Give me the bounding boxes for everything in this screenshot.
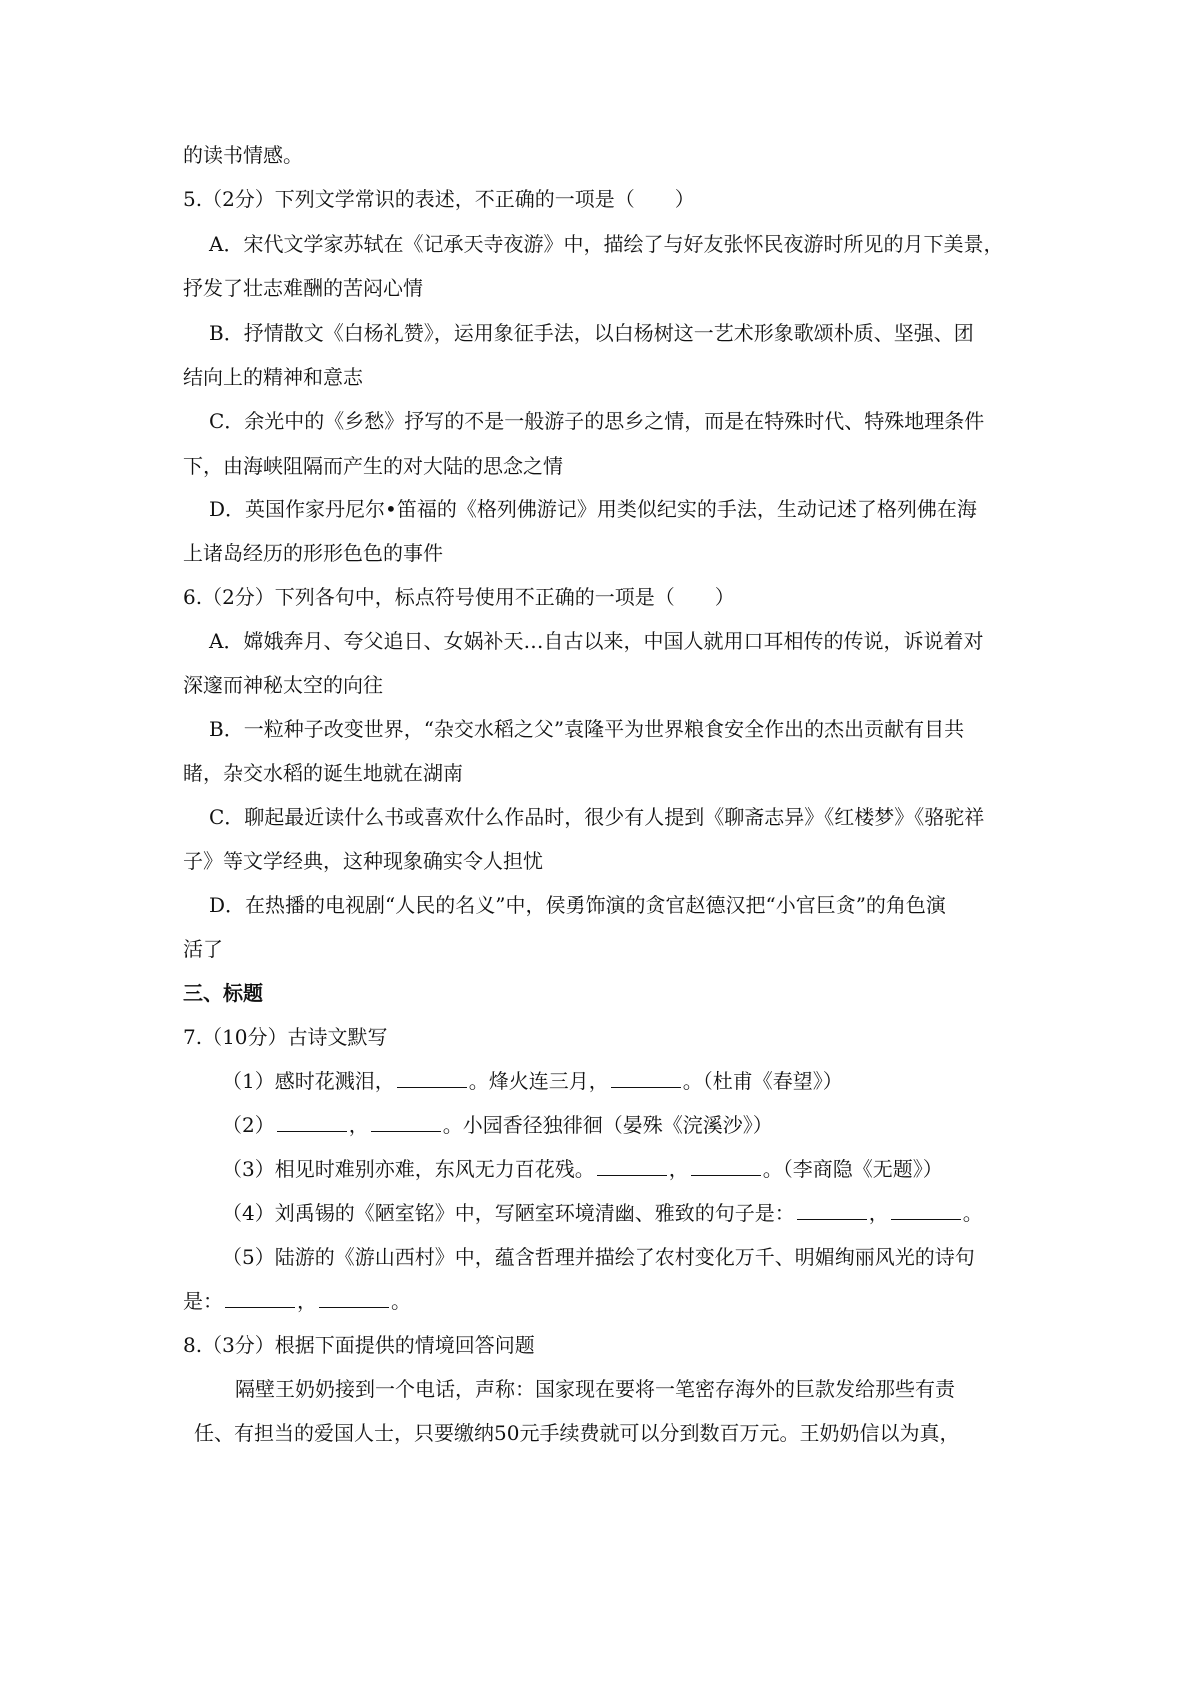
item-text: ， (297, 1289, 317, 1313)
question-5-option-b: B．抒情散文《白杨礼赞》，运用象征手法，以白杨树这一艺术形象歌颂朴质、坚强、团 (209, 321, 974, 345)
text-line: 深邃而神秘太空的向往 (183, 673, 383, 697)
question-5-option-d: D．英国作家丹尼尔•笛福的《格列佛游记》用类似纪实的手法，生动记述了格列佛在海 (209, 497, 977, 521)
item-text: 。烽火连三月， (468, 1069, 609, 1093)
question-8-passage-cont: 任、有担当的爱国人士，只要缴纳50元手续费就可以分到数百万元。王奶奶信以为真， (194, 1421, 960, 1445)
text-line: 的读书情感。 (183, 143, 303, 167)
item-text: ， (348, 1113, 369, 1137)
answer-blank[interactable] (371, 1111, 441, 1132)
item-text: 。 (391, 1289, 411, 1313)
item-text: 。小园香径独徘徊（晏殊《浣溪沙》） (442, 1113, 773, 1137)
text-line: 抒发了壮志难酬的苦闷心情 (183, 276, 423, 300)
answer-blank[interactable] (397, 1067, 467, 1088)
question-7-item-3 (222, 1154, 943, 1184)
item-text: （4）刘禹锡的《陋室铭》中，写陋室环境清幽、雅致的句子是： (222, 1201, 795, 1225)
question-7-stem: 7.（10分）古诗文默写 (183, 1025, 388, 1049)
item-text: 。（杜甫《春望》） (682, 1069, 843, 1093)
text-line: 下，由海峡阻隔而产生的对大陆的思念之情 (183, 454, 563, 478)
item-text: （1）感时花溅泪， (222, 1069, 395, 1093)
answer-blank[interactable] (611, 1067, 681, 1088)
question-7-item-4 (222, 1198, 983, 1228)
item-text: ， (868, 1201, 889, 1225)
answer-blank[interactable] (891, 1199, 961, 1220)
text-line: 活了 (183, 937, 223, 961)
question-7-item-5: （5）陆游的《游山西村》中，蕴含哲理并描绘了农村变化万千、明媚绚丽风光的诗句 (222, 1245, 975, 1269)
answer-blank[interactable] (597, 1155, 667, 1176)
question-5-option-a: A．宋代文学家苏轼在《记承天寺夜游》中，描绘了与好友张怀民夜游时所见的月下美景， (209, 232, 1004, 256)
question-7-item-5-cont (183, 1286, 411, 1316)
question-6-stem: 6.（2分）下列各句中，标点符号使用不正确的一项是（ ） (183, 585, 735, 609)
text-line: 睹，杂交水稻的诞生地就在湖南 (183, 761, 463, 785)
question-8-stem: 8.（3分）根据下面提供的情境回答问题 (183, 1333, 535, 1357)
section-heading: 三、标题 (183, 981, 263, 1005)
item-text: （3）相见时难别亦难，东风无力百花残。 (222, 1157, 595, 1181)
text-line: 子》等文学经典，这种现象确实令人担忧 (183, 849, 543, 873)
item-text: ， (668, 1157, 689, 1181)
item-text: 。 (962, 1201, 983, 1225)
question-6-option-d: D．在热播的电视剧“人民的名义”中，侯勇饰演的贪官赵德汉把“小官巨贪”的角色演 (209, 893, 946, 917)
question-6-option-c: C．聊起最近读什么书或喜欢什么作品时，很少有人提到《聊斋志异》《红楼梦》《骆驼祥 (209, 805, 985, 829)
question-6-option-a: A．嫦娥奔月、夸父追日、女娲补天…自古以来，中国人就用口耳相传的传说，诉说着对 (209, 629, 984, 653)
answer-blank[interactable] (319, 1287, 389, 1308)
question-7-item-1 (222, 1066, 843, 1096)
question-5-stem: 5.（2分）下列文学常识的表述，不正确的一项是（ ） (183, 187, 695, 211)
question-7-item-2 (222, 1110, 773, 1140)
question-5-option-c: C．余光中的《乡愁》抒写的不是一般游子的思乡之情，而是在特殊时代、特殊地理条件 (209, 409, 985, 433)
text-line: 结向上的精神和意志 (183, 365, 363, 389)
item-text: （2） (222, 1113, 275, 1137)
answer-blank[interactable] (797, 1199, 867, 1220)
question-6-option-b: B．一粒种子改变世界，“杂交水稻之父”袁隆平为世界粮食安全作出的杰出贡献有目共 (209, 717, 965, 741)
answer-blank[interactable] (277, 1111, 347, 1132)
item-text: 。（李商隐《无题》） (762, 1157, 943, 1181)
text-line: 上诸岛经历的形形色色的事件 (183, 541, 443, 565)
answer-blank[interactable] (225, 1287, 295, 1308)
question-8-passage: 隔壁王奶奶接到一个电话，声称：国家现在要将一笔密存海外的巨款发给那些有责 (235, 1377, 955, 1401)
item-text: 是： (183, 1289, 223, 1313)
answer-blank[interactable] (691, 1155, 761, 1176)
